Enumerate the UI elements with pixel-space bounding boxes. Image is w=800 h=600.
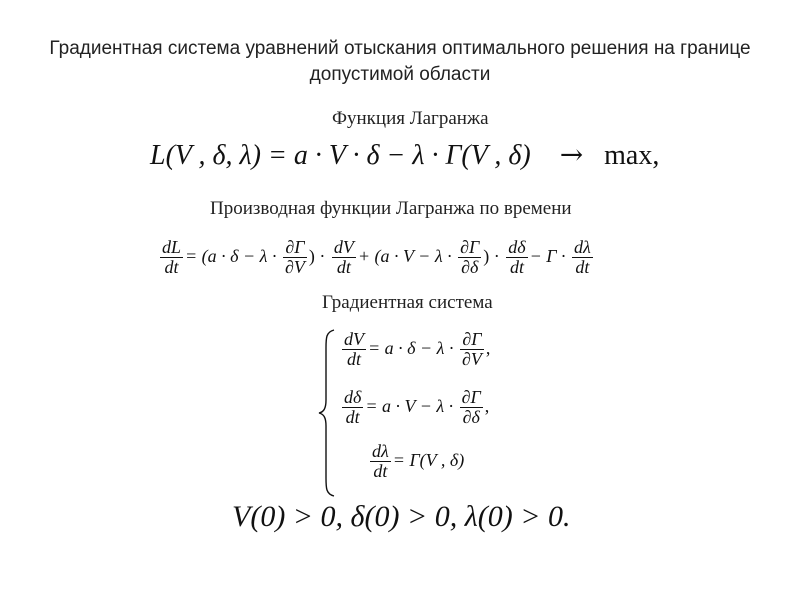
frac-dGamma-dV: $\frac{\partial\Gamma}{\partial V}$ xyxy=(284,237,305,277)
gradient-eq-3: $\frac{d\lambda}{dt}$ = Γ(V , δ) xyxy=(372,441,465,481)
lagrange-rhs: max, xyxy=(604,140,660,171)
lagrange-formula xyxy=(150,138,659,172)
derivative-heading: Производная функции Лагранжа по времени xyxy=(210,198,572,219)
initial-conditions: V(0) > 0, δ(0) > 0, λ(0) > 0. xyxy=(232,500,571,533)
frac-dGamma-ddelta: $\frac{\partial\Gamma}{\partial\delta}$ xyxy=(460,237,480,277)
gradient-eq-1: $\frac{dV}{dt}$ = a · δ − λ · $\frac{\partial\Gamma}{\partial V}$ , xyxy=(344,329,491,369)
system-brace xyxy=(316,328,340,498)
gradient-heading: Градиентная система xyxy=(322,292,493,313)
frac-ddelta-dt: $\frac{d\delta}{dt}$ xyxy=(508,237,526,277)
lagrange-lhs: L(V , δ, λ) = a · V · δ − λ · Γ(V , δ) xyxy=(150,140,531,171)
lagrange-heading: Функция Лагранжа xyxy=(332,108,489,129)
maximize-arrow: → xyxy=(559,138,584,171)
frac-dV-dt: $\frac{dV}{dt}$ xyxy=(333,237,354,277)
slide-title: Градиентная система уравнений отыскания оптимального решения на границе допустимой области xyxy=(49,38,751,85)
frac-dlambda-dt: $\frac{d\lambda}{dt}$ xyxy=(574,237,591,277)
gradient-eq-2: $\frac{d\delta}{dt}$ = a · V − λ · $\frac{\partial\Gamma}{\partial\delta}$ , xyxy=(344,387,490,427)
derivative-formula: $\frac{dL}{dt}$ = (a · δ − λ · $\frac{\partial\Gamma}{\partial V}$ ) · $\frac{dV}{dt}$ + (a · V − λ · $\frac{\partial\Gamma}{\partial\delta}$ ) · $\frac{d\delta}{dt}$ − Γ · $\frac{d\lambda}{dt}$ xyxy=(162,237,591,277)
frac-dL-dt: $\frac{dL}{dt}$ xyxy=(162,237,182,277)
